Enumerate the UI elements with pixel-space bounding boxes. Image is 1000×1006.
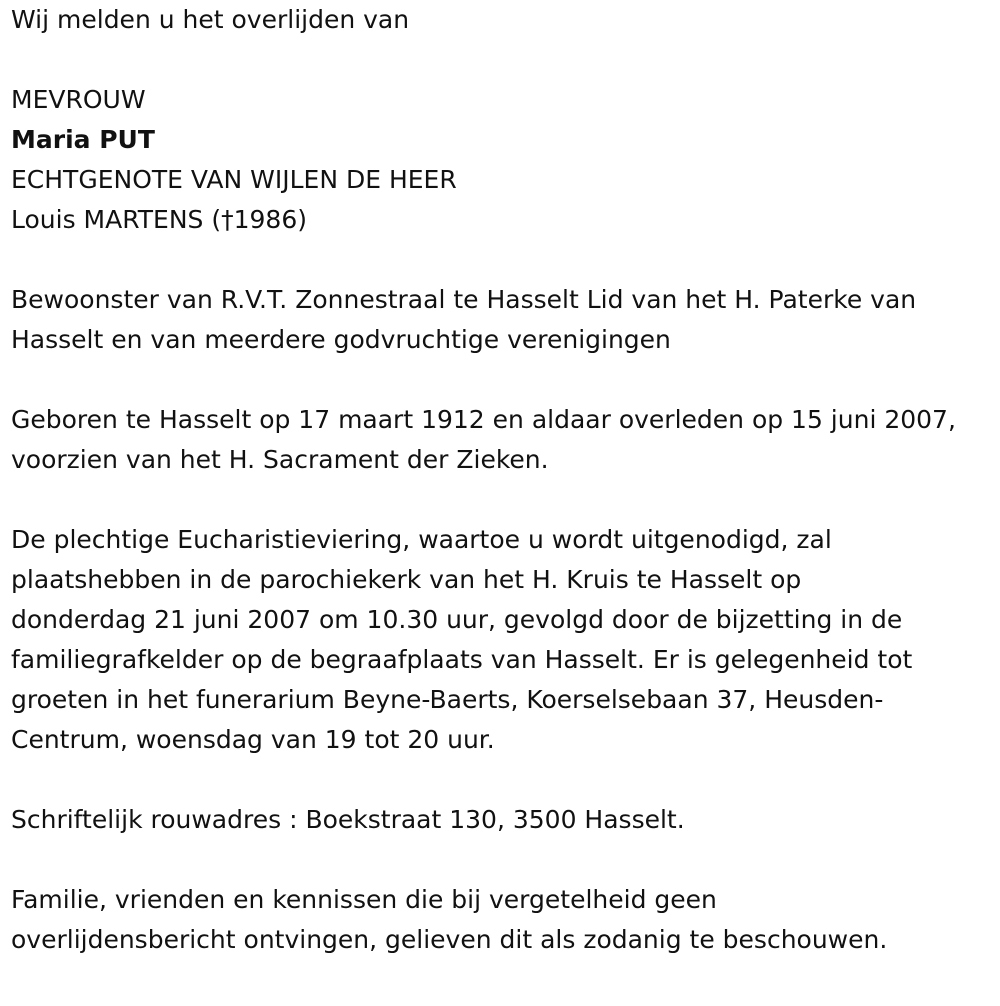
mourning-address: Schriftelijk rouwadres : Boekstraat 130, 3500 Hasselt. — [11, 805, 685, 834]
title-prefix: MEVROUW — [11, 85, 146, 114]
deceased-name: Maria PUT — [11, 125, 155, 154]
spacer — [11, 360, 996, 400]
paragraph-line: plaatshebben in de parochiekerk van het H. Kruis te Hasselt op — [11, 565, 802, 594]
paragraph-line: Bewoonster van R.V.T. Zonnestraal te Hasselt Lid van het H. Paterke van — [11, 285, 917, 314]
spacer — [11, 760, 996, 800]
spacer — [11, 840, 996, 880]
closing-paragraph — [11, 880, 996, 960]
paragraph-line: voorzien van het H. Sacrament der Zieken. — [11, 445, 549, 474]
paragraph-line: Hasselt en van meerdere godvruchtige verenigingen — [11, 325, 671, 354]
spacer — [11, 480, 996, 520]
paragraph-line: Geboren te Hasselt op 17 maart 1912 en aldaar overleden op 15 juni 2007, — [11, 405, 956, 434]
paragraph-line: overlijdensbericht ontvingen, gelieven dit als zodanig te beschouwen. — [11, 925, 888, 954]
spouse-name: Louis MARTENS (†1986) — [11, 205, 307, 234]
residence-paragraph — [11, 280, 996, 360]
paragraph-line: donderdag 21 juni 2007 om 10.30 uur, gevolgd door de bijzetting in de — [11, 605, 903, 634]
paragraph-line: familiegrafkelder op de begraafplaats van Hasselt. Er is gelegenheid tot — [11, 645, 913, 674]
paragraph-line: Familie, vrienden en kennissen die bij vergetelheid geen — [11, 885, 717, 914]
paragraph-line: Centrum, woensdag van 19 tot 20 uur. — [11, 725, 495, 754]
intro-text: Wij melden u het overlijden van — [11, 5, 410, 34]
spacer — [11, 40, 996, 80]
spacer — [11, 240, 996, 280]
obituary-notice — [11, 0, 996, 960]
birth-death-paragraph — [11, 400, 996, 480]
paragraph-line: groeten in het funerarium Beyne-Baerts, Koerselsebaan 37, Heusden- — [11, 685, 884, 714]
relation-text: ECHTGENOTE VAN WIJLEN DE HEER — [11, 165, 457, 194]
ceremony-paragraph — [11, 520, 996, 760]
paragraph-line: De plechtige Eucharistieviering, waartoe u wordt uitgenodigd, zal — [11, 525, 832, 554]
